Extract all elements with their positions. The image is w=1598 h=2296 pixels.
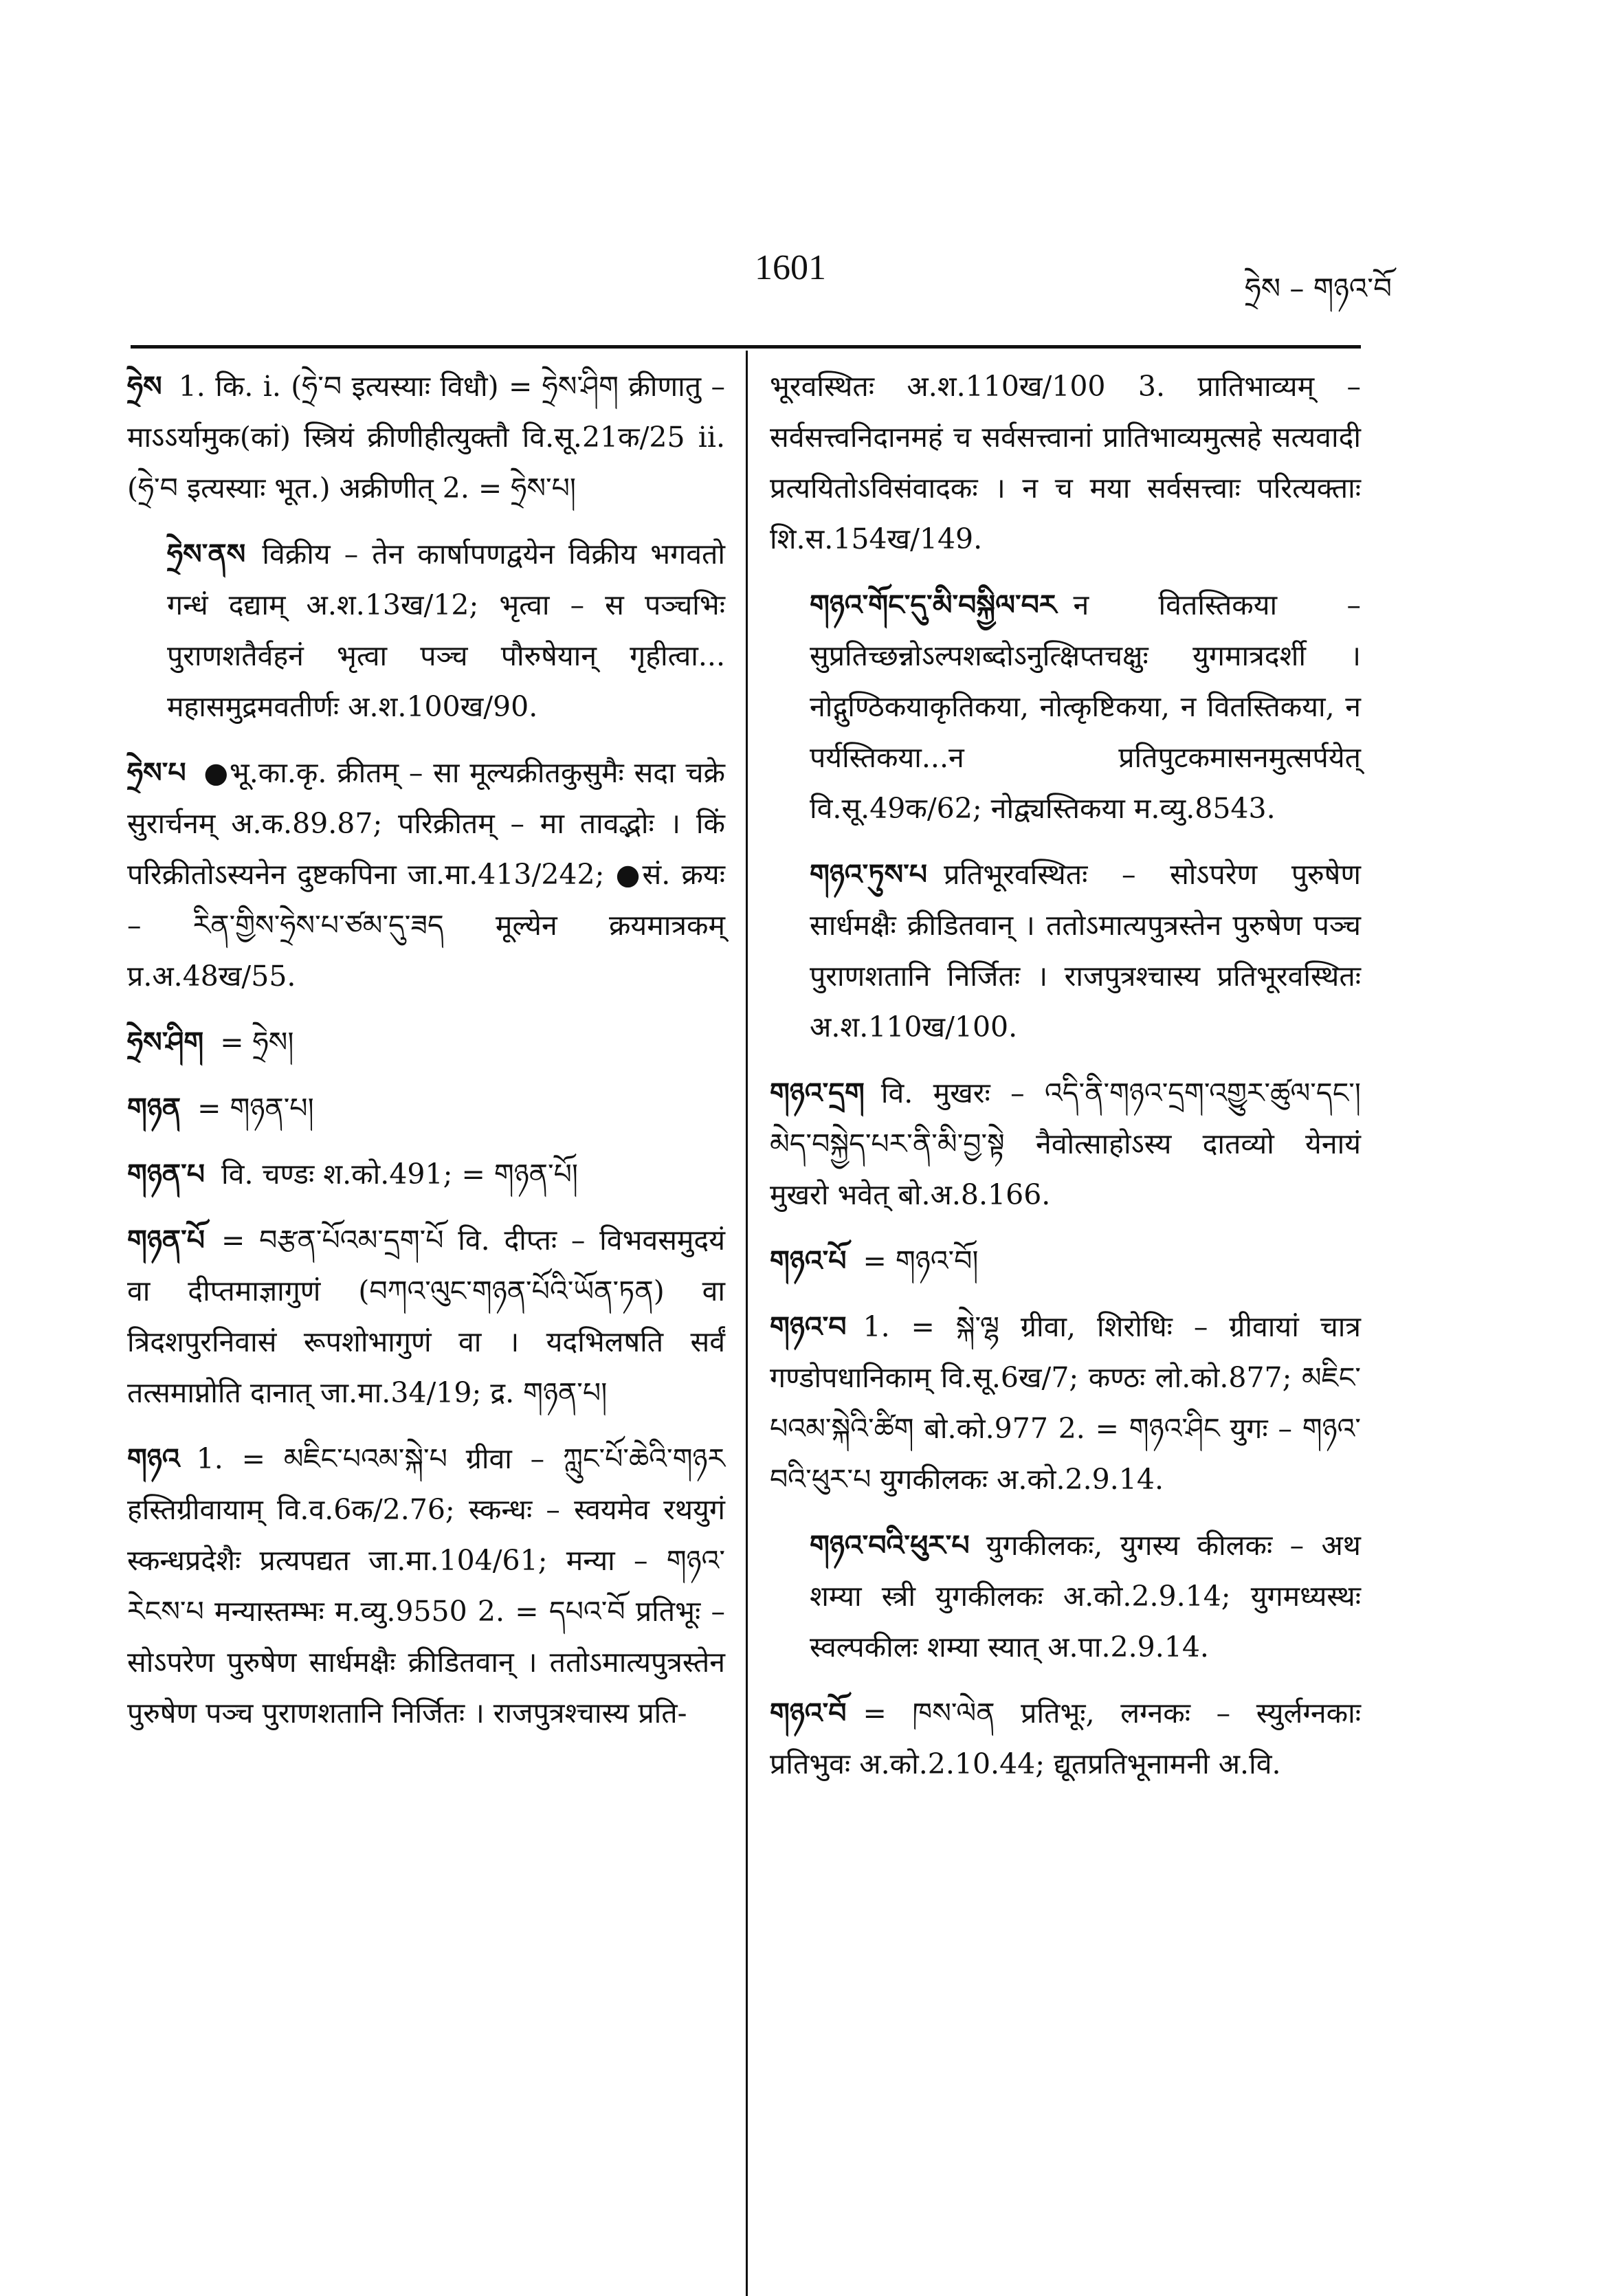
entry-text: = ཧྲེས།: [220, 1026, 294, 1059]
header-rule: [131, 345, 1361, 349]
entry-headword: ཧྲེས་ནས: [167, 538, 246, 571]
entry-text: प्रतिभूरवस्थितः – सोऽपरेण पुरुषेण सार्धमक्षैः क्रीडितवान् । ततोऽमात्यपुत्रस्तेन पुरुषेण पञ्च पुराणशतानि निर्जितः । राजपुत्रश्चास्य प्रतिभूरवस्थितः अ.श.110ख/100.: [810, 858, 1361, 1044]
dictionary-entry: [127, 1215, 725, 1418]
entry-headword: གཉའ: [127, 1442, 180, 1475]
dictionary-subentry: [127, 529, 725, 732]
continuation-text: भूरवस्थितः अ.श.110ख/100 3. प्रातिभाव्यम् – सर्वसत्त्वनिदानमहं च सर्वसत्त्वानां प्रातिभाव्यमुत्सहे सत्यवादी प्रत्ययितोऽविसंवादकः । न च मया सर्वसत्त्वाः परित्यक्ताः शि.स.154ख/149.: [770, 370, 1361, 555]
dictionary-entry: [770, 1301, 1361, 1505]
dictionary-entry: [770, 1068, 1361, 1220]
entry-headword: གཉའ་ཏུས་པ: [810, 858, 928, 891]
left-column: [127, 361, 725, 1754]
entry-text: युगकीलकः, युगस्य कीलकः – अथ शम्या स्त्री युगकीलकः अ.को.2.9.14; युगमध्यस्थः स्वल्पकीलः शम्या स्यात् अ.पा.2.9.14.: [810, 1529, 1361, 1664]
dictionary-subentry: [770, 849, 1361, 1052]
entry-headword: གཉན་པ: [127, 1158, 206, 1191]
entry-text: ●भू.का.कृ. क्रीतम् – सा मूल्यक्रीतकुसुमैः सदा चक्रे सुरार्चनम् अ.क.89.87; परिक्रीतम् – मा तावद्भोः । किं परिक्रीतोऽस्यनेन दुष्टकपिना जा.मा.413/242; ●सं. क्रयः – རིན་གྱིས་ཧྲེས་པ་ཙམ་དུ་ཟད मूल्येन क्रयमात्रकम् प्र.अ.48ख/55.: [127, 756, 725, 993]
dictionary-subentry: [770, 1520, 1361, 1673]
page-number: 1601: [755, 248, 826, 287]
running-head: ཧྲེས – གཉའ་བོ: [1245, 272, 1392, 305]
entry-text: = གཉའ་བོ།: [863, 1244, 979, 1277]
entry-headword: གཉའ་གོང་དུ་མི་བསྐྱིལ་བར: [810, 588, 1057, 621]
entry-continuation: [770, 361, 1361, 564]
entry-text: 1. = མཇིང་པའམ་སྐེ་པ ग्रीवा – ཀླུང་པོ་ཆེའི་གཉར हस्तिग्रीवायाम् वि.व.6क/2.76; स्कन्धः – स्वयमेव रथयुगं स्कन्धप्रदेशैः प्रत्यपद्यत जा.मा.104/61; मन्या – གཉའ་རེངས་པ मन्यास्तम्भः म.व्यु.9550 2. = དཔའ་བོ प्रतिभूः – सोऽपरेण पुरुषेण सार्धमक्षैः क्रीडितवान् । ततोऽमात्यपुत्रस्तेन पुरुषेण पञ्च पुराणशतानि निर्जितः । राजपुत्रश्चास्य प्रति-: [127, 1442, 726, 1730]
entry-headword: གཉན་པོ: [127, 1224, 206, 1257]
dictionary-entry: [127, 1017, 725, 1068]
entry-text: 1. = སྐེ་ལྷ ग्रीवा, शिरोधिः – ग्रीवायां चात्र गण्डोपधानिकाम् वि.सू.6ख/7; कण्ठः लो.को.877; མཇིང་པའམ་སྐེའི་ཚིག बो.को.977 2. = གཉའ་ཤིང युगः – གཉའ་བའི་ཕུར་པ युगकीलकः अ.को.2.9.14.: [770, 1310, 1361, 1496]
entry-headword: གཉའ་བ: [770, 1310, 847, 1343]
entry-text: वि. मुखरः – འདི་ནི་གཉའ་དྲག་འགྱུར་ཚུལ་དང་། མེད་བསྐྱེད་པར་ནི་མི་བྱ་སྟེ नैवोत्साहोऽस्य दातव्यो येनायं मुखरो भवेत् बो.अ.8.166.: [770, 1077, 1361, 1211]
dictionary-entry: [127, 1083, 725, 1134]
right-column: [770, 361, 1361, 1804]
entry-headword: གཉའ་པོ: [770, 1244, 847, 1277]
dictionary-entry: [127, 361, 725, 514]
entry-headword: གཉའ་བོ: [770, 1697, 847, 1730]
entry-text: न वितस्तिकया – सुप्रतिच्छन्नोऽल्पशब्दोऽनुत्क्षिप्तचक्षुः युगमात्रदर्शी । नोद्गुण्ठिकयाकृतिकया, नोत्कृष्टिकया, न वितस्तिकया, न पर्यस्तिकया...न प्रतिपुटकमासनमुत्सर्पयेत् वि.सू.49क/62; नोद्व्यस्तिकया म.व्यु.8543.: [810, 588, 1361, 825]
dictionary-entry: [127, 1149, 725, 1200]
column-divider: [746, 351, 748, 2296]
entry-text: = གཉན་པ།: [197, 1092, 314, 1125]
entry-text: = ཁས་ལེན प्रतिभूः, लग्नकः – स्युर्लग्नकाः प्रतिभुवः अ.को.2.10.44; द्यूतप्रतिभूनामनी अ.वि.: [770, 1697, 1361, 1780]
entry-text: वि. चण्डः श.को.491; = གཉན་པོ།: [221, 1158, 578, 1191]
entry-headword: གཉའ་བའི་ཕུར་པ: [810, 1529, 970, 1562]
dictionary-subentry: [770, 579, 1361, 834]
entry-headword: ཧྲེས་པ: [127, 756, 186, 789]
dictionary-entry: [127, 747, 725, 1002]
entry-text: = བརྩན་པོའམ་དྲག་པོ वि. दीप्तः – विभवसमुदयं वा दीप्तमाज्ञागुणं (བཀའ་ལུང་གཉན་པོའི་ཡོན་ཏན) वा त्रिदशपुरनिवासं रूपशोभागुणं वा । यदभिलषति सर्वं तत्समाप्नोति दानात् जा.मा.34/19; द्र. གཉན་པ།: [127, 1224, 725, 1409]
entry-text: 1. कि. i. (ཧྲེ་བ इत्यस्याः विधौ) = ཧྲེས་ཤིག क्रीणातु – माऽऽर्यामुक(कां) स्त्रियं क्रीणीहीत्युक्तौ वि.सू.21क/25 ii. (ཧྲེ་བ इत्यस्याः भूत.) अक्रीणीत् 2. = ཧྲེས་པ།: [127, 370, 725, 505]
entry-headword: ཧྲེས་ཤིག: [127, 1026, 204, 1059]
entry-text: विक्रीय – तेन कार्षापणद्वयेन विक्रीय भगवतो गन्धं दद्याम् अ.श.13ख/12; भृत्वा – स पञ्चभिः पुराणशतैर्वहनं भृत्वा पञ्च पौरुषेयान् गृहीत्वा... महासमुद्रमवतीर्णः अ.श.100ख/90.: [167, 538, 725, 723]
dictionary-entry: [127, 1433, 725, 1738]
dictionary-entry: [770, 1688, 1361, 1789]
entry-headword: གཉའ་དྲག: [770, 1077, 865, 1110]
dictionary-entry: [770, 1235, 1361, 1286]
entry-headword: གཉན: [127, 1092, 181, 1125]
entry-headword: ཧྲེས: [127, 370, 162, 403]
